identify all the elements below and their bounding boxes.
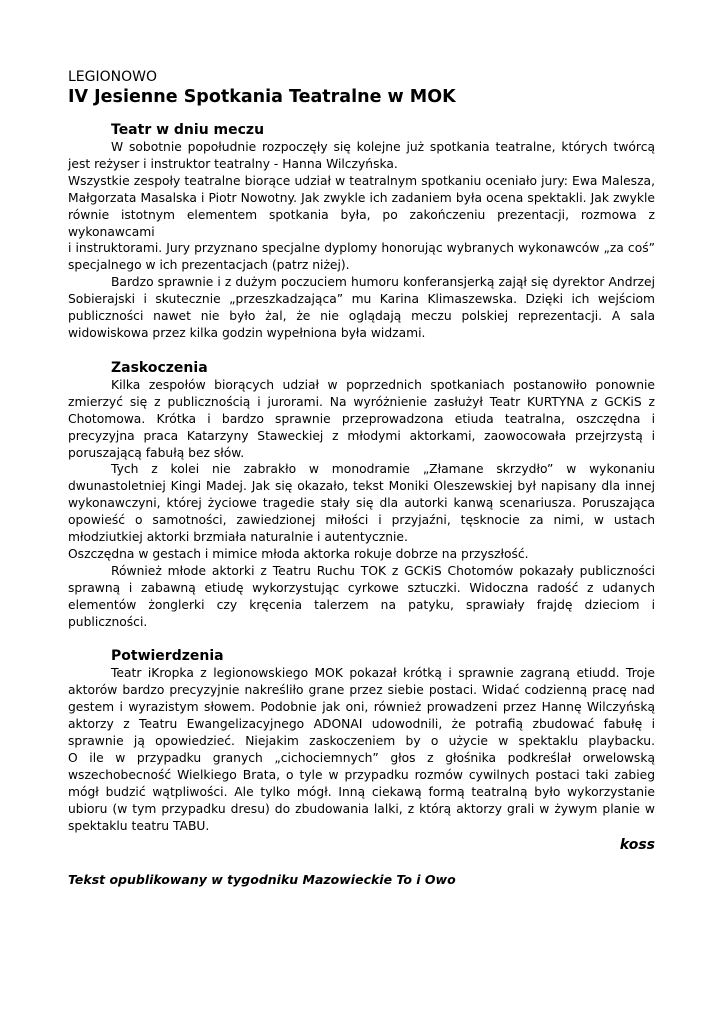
paragraph: O ile w przypadku granych „cichociemnych” głos z głośnika podkreślał orwelowską wszechobecność Wielkiego Brata, o tyle w przypadku rozmów cywilnych postaci taki zabieg mógł budzić wątpliwości. Ale tylko mógł. Inną ciekawą formą teatralną było wykorzystanie ubioru (w tym przypadku dresu) do zbudowania lalki, z którą aktorzy grali w żywym planie w spektaklu teatru TABU. bbox=[68, 751, 655, 833]
document-page bbox=[68, 68, 655, 888]
paragraph: Tych z kolei nie zabrakło w monodramie „Złamane skrzydło” w wykonaniu dwunastoletniej Kingi Madej. Jak się okazało, tekst Moniki Oleszewskiej był napisany dla innej wykonawczyni, której życiowe tragedie stały się dla autorki kanwą scenariusza. Poruszająca opowieść o samotności, zawiedzionej miłości i przyjaźni, tęsknocie za nimi, w ustach młodziutkiej aktorki brzmiała naturalnie i autentycznie. bbox=[68, 462, 655, 545]
paragraph: Oszczędna w gestach i mimice młoda aktorka rokuje dobrze na przyszłość. bbox=[68, 546, 529, 561]
section-title: Potwierdzenia bbox=[111, 648, 224, 665]
paragraph: Wszystkie zespoły teatralne biorące udział w teatralnym spotkaniu oceniało jury: Ewa Malesza, Małgorzata Masalska i Piotr Nowotny. Jak zwykle ich zadaniem była ocena spektakli. Jak zwykle równie istotnym elementem spotkania była, po zakończeniu prezentacji, rozmowa z wykonawcami bbox=[68, 173, 655, 239]
paragraph: Teatr iKropka z legionowskiego MOK pokazał krótką i sprawnie zagraną etiudd. Troje aktorów bardzo precyzyjnie nakreśliło grane przez siebie postaci. Widać codzienną pracę nad gestem i wyrazistym słowem. Podobnie jak oni, również prowadzeni przez Hannę Wilczyńską aktorzy z Teatru Ewangelizacyjnego ADONAI udowodnili, że potrafią zbudować fabułę i sprawnie ją opowiedzieć. Niejakim zaskoczeniem by o użycie w spektaklu playbacku. bbox=[68, 666, 655, 749]
page-title: IV Jesienne Spotkania Teatralne w MOK bbox=[68, 87, 456, 107]
paragraph: Bardzo sprawnie i z dużym poczuciem humoru konferansjerką zajął się dyrektor Andrzej Sobierajski i skutecznie „przeszkadzająca” mu Karina Klimaszewska. Dzięki ich wejściom publiczności nawet nie było żal, że nie oglądają meczu polskiej reprezentacji. A sala widowiskowa przez kilka godzin wypełniona była widzami. bbox=[68, 275, 655, 340]
paragraph: Kilka zespołów biorących udział w poprzednich spotkaniach postanowiło ponownie zmierzyć się z publicznością i jurorami. Na wyróżnienie zasłużył Teatr KURTYNA z GCKiS z Chotomowa. Krótka i bardzo sprawnie przeprowadzona etiuda teatralna, oszczędna i precyzyjna praca Katarzyny Staweckiej z młodymi aktorkami, zaowocowała przejrzystą i poruszającą fabułą bez słów. bbox=[68, 377, 655, 460]
publication-note: Tekst opublikowany w tygodniku Mazowieckie To i Owo bbox=[68, 871, 456, 887]
author-signature: koss bbox=[619, 836, 655, 853]
paragraph: Również młode aktorki z Teatru Ruchu TOK z GCKiS Chotomów pokazały publiczności sprawną i zabawną etiudę wykorzystując cyrkowe sztuczki. Widoczna radość z udanych elementów żonglerki czy kręcenia talerzem na patyku, sprawiały frajdę dzieciom i publiczności. bbox=[68, 563, 655, 629]
city-heading: LEGIONOWO bbox=[68, 69, 157, 85]
paragraph: i instruktorami. Jury przyznano specjalne dyplomy honorując wybranych wykonawców „za coś” specjalnego w ich prezentacjach (patrz niżej). bbox=[68, 241, 655, 273]
section-title: Zaskoczenia bbox=[111, 359, 208, 376]
section-title: Teatr w dniu meczu bbox=[111, 122, 265, 138]
paragraph: W sobotnie popołudnie rozpoczęły się kolejne już spotkania teatralne, których twórcą jest reżyser i instruktor teatralny - Hanna Wilczyńska. bbox=[68, 140, 655, 171]
